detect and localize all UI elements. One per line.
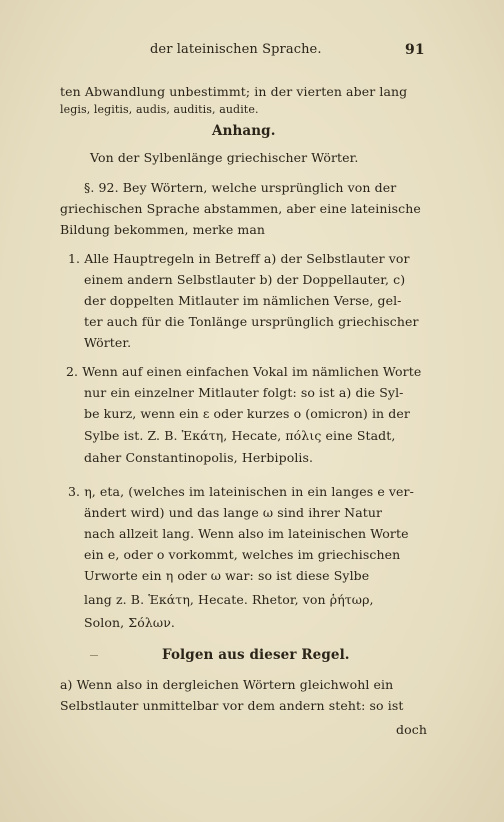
rule-3-line: ein e, oder o vorkommt, welches im griechischen [84,547,401,562]
rule-2-line: Sylbe ist. Z. B. Ἑκάτη, Hecate, πόλις eine Stadt, [84,428,396,443]
rule-1-line: einem andern Selbstlauter b) der Doppellauter, c) [84,272,406,287]
page-number: 91 [405,42,425,58]
text-line: griechischen Sprache abstammen, aber eine lateinische [60,201,421,216]
rule-2-line: 2. Wenn auf einen einfachen Vokal im nämlichen Worte [66,364,422,379]
rule-2-line: daher Constantinopolis, Herbipolis. [84,450,314,465]
rule-1-line: ter auch für die Tonlänge ursprünglich griechischer [84,314,419,329]
sub-heading: Folgen aus dieser Regel. [162,647,350,663]
text-line: Selbstlauter unmittelbar vor dem andern steht: so ist [60,698,404,713]
rule-3-line: nach allzeit lang. Wenn also im lateinischen Worte [84,526,409,541]
text-line: ten Abwandlung unbestimmt; in der vierten aber lang [60,84,408,99]
text-line: §. 92. Bey Wörtern, welche ursprünglich von der [84,180,397,195]
rule-3-line: Solon, Σόλων. [84,615,175,630]
rule-1-line: 1. Alle Hauptregeln in Betreff a) der Selbstlauter vor [68,251,410,266]
rule-1-line: Wörter. [84,335,132,350]
text-line: a) Wenn also in dergleichen Wörtern gleichwohl ein [60,677,394,692]
running-title: der lateinischen Sprache. [150,42,322,57]
section-heading: Anhang. [212,123,276,139]
rule-1-line: der doppelten Mitlauter im nämlichen Verse, gel- [84,293,402,308]
rule-3-line: ändert wird) und das lange ω sind ihrer Natur [84,505,383,520]
rule-3-line: lang z. B. Ἑκάτη, Hecate. Rhetor, von ῥήτωρ, [84,592,374,607]
section-subtitle: Von der Sylbenlänge griechischer Wörter. [90,150,359,165]
catchword: doch [396,722,427,737]
rule-2-line: nur ein einzelner Mitlauter folgt: so ist a) die Syl- [84,385,404,400]
text-line: legis, legitis, audis, auditis, audite. [60,103,259,116]
text-line: Bildung bekommen, merke man [60,222,266,237]
rule-2-line: be kurz, wenn ein ε oder kurzes o (omicron) in der [84,406,410,421]
rule-3-line: 3. η, eta, (welches im lateinischen in ein langes e ver- [68,484,414,499]
rule-3-line: Urworte ein η oder ω war: so ist diese Sylbe [84,568,370,583]
heading-dash [90,655,98,656]
